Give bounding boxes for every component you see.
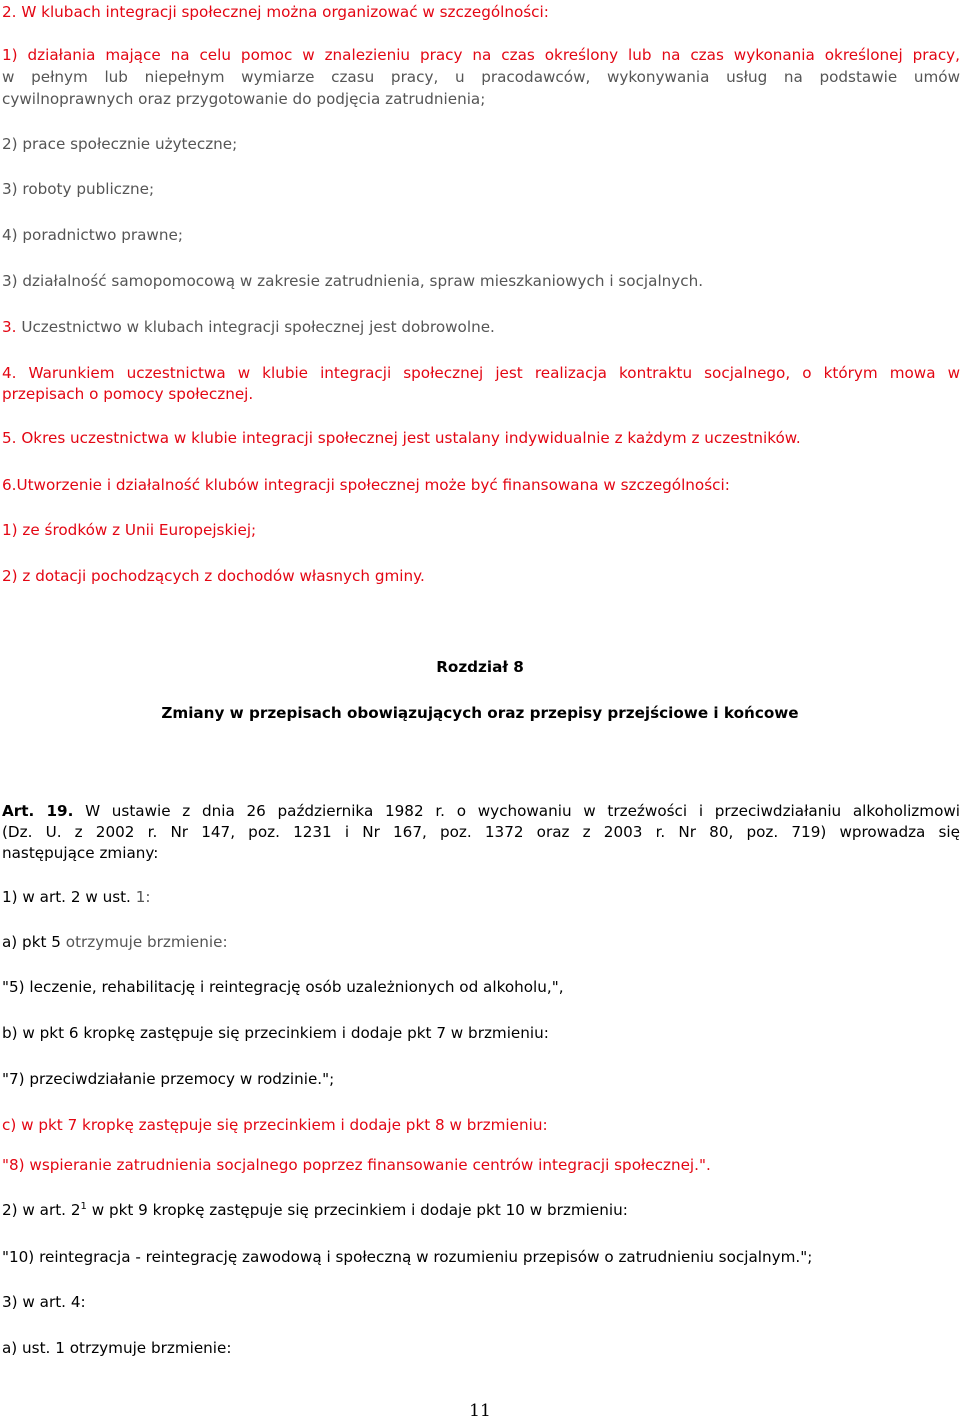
amendment-3a: a) ust. 1 otrzymuje brzmienie:: [2, 1339, 232, 1357]
amendment-1a-quote: "5) leczenie, rehabilitację i reintegrację osób uzależnionych od alkoholu,",: [2, 978, 564, 996]
amendment-1-rest: 1:: [130, 888, 151, 906]
paragraph-2-item-1-line-3: cywilnoprawnych oraz przygotowanie do podjęcia zatrudnienia;: [2, 90, 486, 108]
paragraph-3-text: Uczestnictwo w klubach integracji społecznej jest dobrowolne.: [16, 318, 495, 336]
paragraph-6-item-1: 1) ze środków z Unii Europejskiej;: [2, 521, 257, 539]
paragraph-3: [2, 317, 960, 337]
article-19-label: Art. 19.: [2, 802, 74, 820]
paragraph-2-item-1-line-1: 1) działania mające na celu pomoc w znalezieniu pracy na czas określony lub na czas wykonania określonej pracy,: [2, 46, 960, 64]
chapter-subtitle: Zmiany w przepisach obowiązujących oraz przepisy przejściowe i końcowe: [161, 704, 799, 722]
amendment-1a-number: a) pkt 5: [2, 933, 61, 951]
paragraph-2-intro: 2. W klubach integracji społecznej można organizować w szczególności:: [2, 3, 549, 21]
paragraph-5: 5. Okres uczestnictwa w klubie integracji społecznej jest ustalany indywidualnie z każdym z uczestników.: [2, 429, 801, 447]
paragraph-3-number: 3.: [2, 318, 17, 336]
amendment-1b-quote: "7) przeciwdziałanie przemocy w rodzinie.";: [2, 1070, 335, 1088]
amendment-1-number: 1) w art. 2 w ust.: [2, 888, 131, 906]
amendment-2-superscript: 1: [80, 1200, 87, 1212]
article-19-line-2: (Dz. U. z 2002 r. Nr 147, poz. 1231 i Nr 167, poz. 1372 oraz z 2003 r. Nr 80, poz. 719) wprowadza się: [2, 823, 960, 841]
paragraph-6: 6.Utworzenie i działalność klubów integracji społecznej może być finansowana w szczególności:: [2, 476, 730, 494]
amendment-1a: [2, 932, 960, 952]
page-number: 11: [469, 1401, 491, 1421]
amendment-1a-rest: otrzymuje brzmienie:: [60, 933, 228, 951]
paragraph-4-line-1: 4. Warunkiem uczestnictwa w klubie integracji społecznej jest realizacja kontraktu socjalnego, o którym mowa w: [2, 364, 960, 382]
paragraph-2-item-1-line-2: w pełnym lub niepełnym wymiarze czasu pracy, u pracodawców, wykonywania usług na podstawie umów: [2, 68, 960, 86]
paragraph-2-item-2: 2) prace społecznie użyteczne;: [2, 135, 238, 153]
paragraph-2-item-5: 3) działalność samopomocową w zakresie zatrudnienia, spraw mieszkaniowych i socjalnych.: [2, 272, 704, 290]
article-19-line-3: następujące zmiany:: [2, 844, 159, 862]
article-19-line-1: [2, 801, 960, 821]
article-19-line-1-text: W ustawie z dnia 26 października 1982 r. o wychowaniu w trzeźwości i przeciwdziałaniu alkoholizmowi: [73, 802, 960, 820]
amendment-1: [2, 887, 960, 907]
amendment-2-prefix: 2) w art. 2: [2, 1201, 81, 1219]
amendment-2: [2, 1200, 960, 1220]
chapter-title: Rozdział 8: [436, 658, 524, 676]
amendment-2-quote: "10) reintegracja - reintegrację zawodową i społeczną w rozumieniu przepisów o zatrudnieniu socjalnym.";: [2, 1248, 813, 1266]
amendment-2-suffix: w pkt 9 kropkę zastępuje się przecinkiem i dodaje pkt 10 w brzmieniu:: [86, 1201, 628, 1219]
paragraph-6-item-2: 2) z dotacji pochodzących z dochodów własnych gminy.: [2, 567, 425, 585]
amendment-1c: c) w pkt 7 kropkę zastępuje się przecinkiem i dodaje pkt 8 w brzmieniu:: [2, 1116, 548, 1134]
amendment-3: 3) w art. 4:: [2, 1293, 86, 1311]
amendment-1c-quote: "8) wspieranie zatrudnienia socjalnego poprzez finansowanie centrów integracji społecznej.".: [2, 1156, 711, 1174]
paragraph-2-item-3: 3) roboty publiczne;: [2, 180, 155, 198]
amendment-1b: b) w pkt 6 kropkę zastępuje się przecinkiem i dodaje pkt 7 w brzmieniu:: [2, 1024, 549, 1042]
paragraph-4-line-2: przepisach o pomocy społecznej.: [2, 385, 254, 403]
paragraph-2-item-4: 4) poradnictwo prawne;: [2, 226, 183, 244]
